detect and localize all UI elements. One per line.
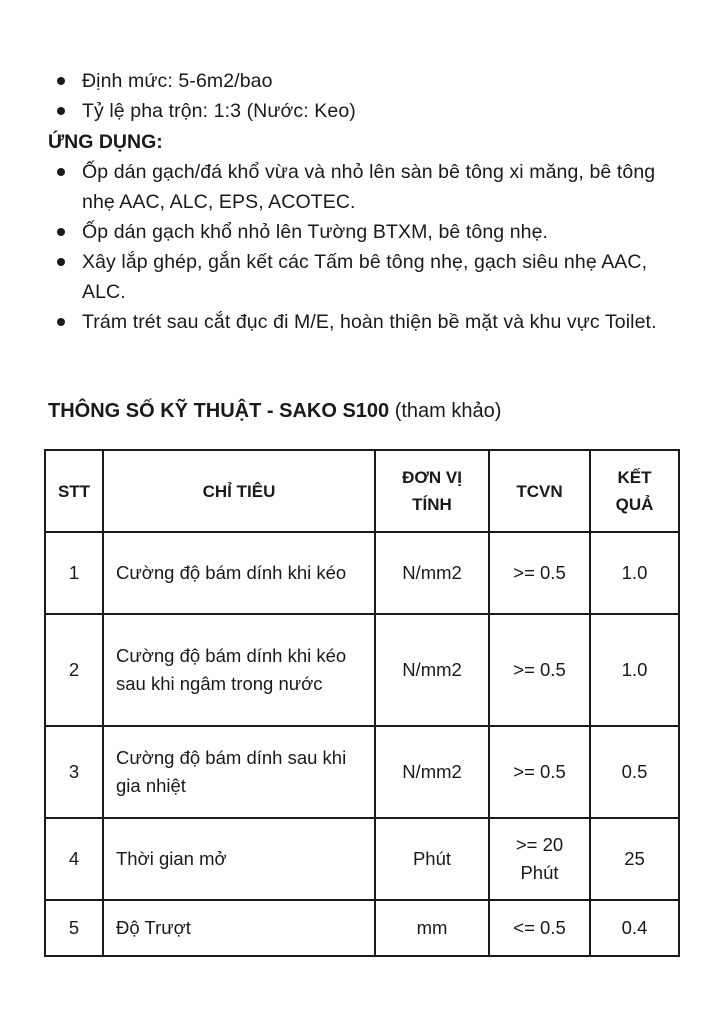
cell-unit: Phút <box>375 818 489 900</box>
usage-item: Ốp dán gạch/đá khổ vừa và nhỏ lên sàn bê tông xi măng, bê tông nhẹ AAC, ALC, EPS, ACOTEC. <box>48 157 688 217</box>
cell-tcvn: <= 0.5 <box>489 900 590 956</box>
cell-result: 0.5 <box>590 726 679 818</box>
specs-title-note: (tham khảo) <box>394 400 502 422</box>
cell-tcvn: >= 0.5 <box>489 726 590 818</box>
cell-result: 0.4 <box>590 900 679 956</box>
cell-stt: 3 <box>45 726 103 818</box>
cell-unit: N/mm2 <box>375 532 489 614</box>
header-criterion: CHỈ TIÊU <box>103 450 375 532</box>
cell-criterion: Cường độ bám dính sau khi gia nhiệt <box>103 726 375 818</box>
cell-unit: mm <box>375 900 489 956</box>
specs-heading <box>48 396 501 426</box>
header-unit: ĐƠN VỊ TÍNH <box>375 450 489 532</box>
table-row <box>45 818 679 900</box>
header-tcvn: TCVN <box>489 450 590 532</box>
cell-result: 25 <box>590 818 679 900</box>
bullet-coverage-rate: Định mức: 5-6m2/bao <box>48 66 688 96</box>
cell-stt: 5 <box>45 900 103 956</box>
intro-bullet-list <box>48 66 688 126</box>
usage-item: Ốp dán gạch khổ nhỏ lên Tường BTXM, bê tông nhẹ. <box>48 217 688 247</box>
cell-criterion: Độ Trượt <box>103 900 375 956</box>
cell-tcvn: >= 0.5 <box>489 532 590 614</box>
cell-tcvn: >= 20 Phút <box>489 818 590 900</box>
cell-criterion: Cường độ bám dính khi kéo sau khi ngâm trong nước <box>103 614 375 726</box>
usage-item: Trám trét sau cắt đục đi M/E, hoàn thiện bề mặt và khu vực Toilet. <box>48 307 688 337</box>
header-result: KẾT QUẢ <box>590 450 679 532</box>
cell-unit: N/mm2 <box>375 614 489 726</box>
cell-stt: 4 <box>45 818 103 900</box>
cell-tcvn: >= 0.5 <box>489 614 590 726</box>
cell-criterion: Thời gian mở <box>103 818 375 900</box>
table-row <box>45 614 679 726</box>
cell-unit: N/mm2 <box>375 726 489 818</box>
table-row <box>45 532 679 614</box>
table-row <box>45 726 679 818</box>
usage-bullet-list <box>48 157 688 337</box>
header-stt: STT <box>45 450 103 532</box>
cell-stt: 1 <box>45 532 103 614</box>
cell-result: 1.0 <box>590 614 679 726</box>
usage-item: Xây lắp ghép, gắn kết các Tấm bê tông nhẹ, gạch siêu nhẹ AAC, ALC. <box>48 247 688 307</box>
specs-title: THÔNG SỐ KỸ THUẬT - SAKO S100 <box>48 400 390 422</box>
cell-stt: 2 <box>45 614 103 726</box>
table-header-row <box>45 450 679 532</box>
table-row <box>45 900 679 956</box>
cell-criterion: Cường độ bám dính khi kéo <box>103 532 375 614</box>
spec-table <box>44 449 680 957</box>
cell-result: 1.0 <box>590 532 679 614</box>
bullet-mixing-ratio: Tỷ lệ pha trộn: 1:3 (Nước: Keo) <box>48 96 688 126</box>
usage-heading: ỨNG DỤNG: <box>48 131 163 153</box>
